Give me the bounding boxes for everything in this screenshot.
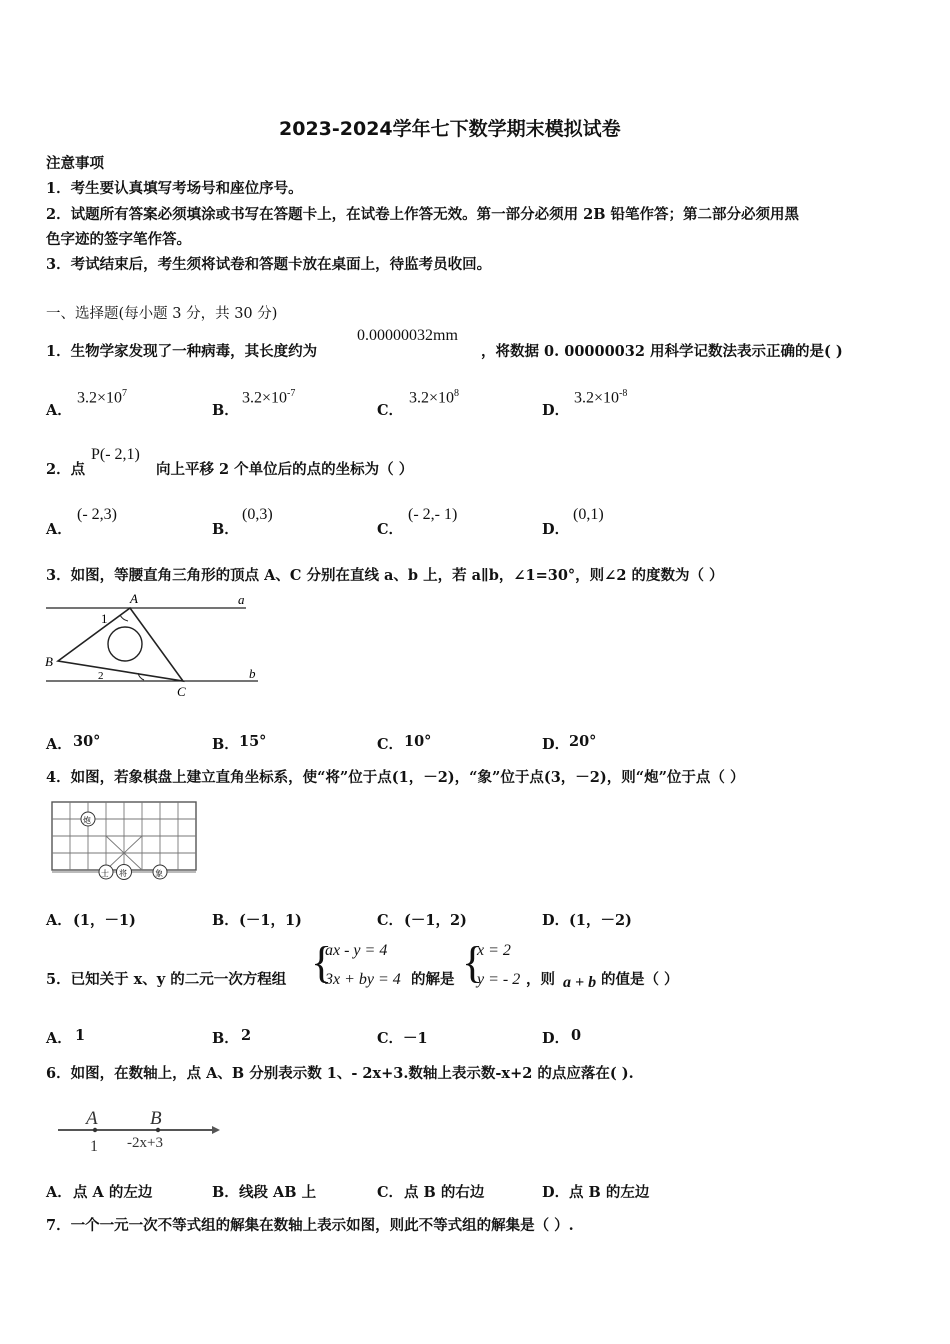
q5-option-a-label: A． [46, 1030, 72, 1047]
q3-label-B: B [45, 654, 53, 669]
q3-triangle-hole [108, 627, 142, 661]
notice-heading: 注意事项 [46, 155, 104, 172]
q4-option-c-label: C． [377, 912, 404, 929]
q5-option-b-label: B． [212, 1030, 239, 1047]
q3-triangle-figure [40, 588, 270, 703]
q2-option-a-value: (- 2,3) [77, 506, 117, 523]
q4-piece-xiang-label: 象 [155, 869, 163, 878]
q5-stem-mid2: ，则 [526, 971, 555, 988]
q7-stem: 7．一个一元一次不等式组的解集在数轴上表示如图，则此不等式组的解集是（ ）. [46, 1217, 574, 1234]
q6-label-expr: -2x+3 [127, 1135, 163, 1151]
q1-formula: 0.00000032mm [357, 327, 458, 344]
q4-option-d-value: (1，－2) [569, 912, 632, 929]
q4-option-a-value: (1，－1) [73, 912, 136, 929]
q5-option-b-value: 2 [241, 1027, 252, 1044]
q6-option-a-value: 点 A 的左边 [73, 1184, 153, 1201]
q5-expression: a + b [563, 974, 597, 991]
q6-label-one: 1 [90, 1138, 98, 1155]
q5-system-brace: { [311, 938, 333, 987]
q2-stem-prefix: 2．点 [46, 461, 86, 478]
q1-option-d-value: $3.2\times 10^{-8}$ [574, 388, 628, 407]
q3-label-angle-1: 1 [101, 611, 108, 626]
q4-option-d-label: D． [542, 912, 570, 929]
q3-label-C: C [177, 684, 186, 699]
q4-option-b-label: B． [212, 912, 239, 929]
q2-stem-suffix: 向上平移 2 个单位后的点的坐标为（ ） [156, 461, 414, 478]
q3-option-a-value: 30° [73, 733, 101, 750]
q3-option-b-label: B． [212, 736, 239, 753]
notice-item-1: 1．考生要认真填写考场号和座位序号。 [46, 180, 303, 197]
q4-chessboard-figure [46, 797, 206, 887]
q5-stem-mid: 的解是 [411, 971, 455, 988]
q6-option-c-value: 点 B 的右边 [404, 1184, 485, 1201]
q1-stem-prefix: 1．生物学家发现了一种病毒，其长度约为 [46, 343, 318, 360]
q4-option-a-label: A． [46, 912, 72, 929]
q4-option-c-value: (－1，2) [404, 912, 467, 929]
q3-option-d-label: D． [542, 736, 570, 753]
q5-solution-y: y = - 2 [477, 971, 521, 988]
q6-option-b-label: B． [212, 1184, 239, 1201]
section-heading: 一、选择题(每小题 3 分，共 30 分) [46, 306, 278, 322]
q5-option-d-label: D． [542, 1030, 570, 1047]
q1-option-a-value: $3.2\times 10^7$ [77, 388, 128, 407]
q4-option-b-value: (－1，1) [239, 912, 302, 929]
q1-option-b-value: $3.2\times 10^{-7}$ [242, 388, 296, 407]
q5-equation-1: ax - y = 4 [325, 942, 388, 959]
q3-option-a-label: A． [46, 736, 72, 753]
q5-option-a-value: 1 [75, 1027, 86, 1044]
q5-option-c-value: －1 [403, 1030, 428, 1047]
q6-label-B: B [150, 1108, 162, 1129]
q6-label-A: A [86, 1108, 98, 1129]
notice-item-2: 2．试题所有答案必须填涂或书写在答题卡上，在试卷上作答无效。第一部分必须用 2B 铅笔作答；第二部分必须用黑 [46, 206, 800, 223]
q3-angle-1-arc [120, 615, 128, 621]
q6-number-line-figure [52, 1100, 222, 1160]
q4-piece-jiang-label: 将 [119, 869, 127, 878]
q5-option-d-value: 0 [571, 1027, 582, 1044]
q3-label-angle-2: 2 [98, 670, 104, 682]
q4-piece-shi-label: 士 [101, 869, 109, 878]
q2-option-c-label: C． [377, 521, 404, 538]
q2-option-a-label: A． [46, 521, 72, 538]
q3-label-a: a [238, 592, 245, 607]
q3-label-A: A [130, 591, 138, 606]
q1-option-c-value: $3.2\times 10^8$ [409, 388, 460, 407]
q2-point: P(- 2,1) [91, 446, 140, 463]
q4-stem: 4．如图，若象棋盘上建立直角坐标系，使“将”位于点(1，－2)，“象”位于点(3，－2)，则“炮”位于点（ ） [46, 769, 745, 786]
notice-item-2-cont: 色字迹的签字笔作答。 [46, 231, 191, 248]
q5-stem-suffix: 的值是（ ） [601, 971, 679, 988]
q1-stem-suffix: ，将数据 0. 00000032 用科学记数法表示正确的是( ) [481, 343, 843, 360]
q3-option-b-value: 15° [239, 733, 267, 750]
q5-stem-prefix: 5．已知关于 x、y 的二元一次方程组 [46, 971, 287, 988]
q6-option-c-label: C． [377, 1184, 404, 1201]
q2-option-b-value: (0,3) [242, 506, 273, 523]
q6-number-line-arrow [212, 1126, 220, 1134]
q2-option-d-value: (0,1) [573, 506, 604, 523]
q3-option-c-value: 10° [404, 733, 432, 750]
q1-option-b-label: B． [212, 402, 239, 419]
q4-board-grid [52, 802, 196, 870]
q6-option-b-value: 线段 AB 上 [239, 1184, 317, 1201]
q2-option-d-label: D． [542, 521, 570, 538]
page-title: 2023-2024学年七下数学期末模拟试卷 [279, 118, 621, 140]
q1-option-c-label: C． [377, 402, 404, 419]
q5-option-c-label: C． [377, 1030, 404, 1047]
q3-triangle [58, 608, 183, 681]
q3-label-b: b [249, 666, 256, 681]
q1-option-d-label: D． [542, 402, 570, 419]
q2-option-c-value: (- 2,- 1) [408, 506, 458, 523]
q6-stem: 6．如图，在数轴上，点 A、B 分别表示数 1、- 2x+3.数轴上表示数-x+2 的点应落在( ). [46, 1065, 634, 1082]
q3-option-c-label: C． [377, 736, 404, 753]
q5-solution-x: x = 2 [477, 942, 511, 959]
q2-option-b-label: B． [212, 521, 239, 538]
q5-solution-brace: { [462, 938, 484, 987]
q6-option-a-label: A． [46, 1184, 72, 1201]
q5-equation-2: 3x + by = 4 [325, 971, 401, 988]
q6-option-d-label: D． [542, 1184, 570, 1201]
q3-stem: 3．如图，等腰直角三角形的顶点 A、C 分别在直线 a、b 上，若 a∥b，∠1=30°，则∠2 的度数为（ ） [46, 567, 724, 584]
q6-option-d-value: 点 B 的左边 [569, 1184, 650, 1201]
q4-piece-pao-label: 炮 [83, 816, 91, 825]
q3-option-d-value: 20° [569, 733, 597, 750]
q1-option-a-label: A． [46, 402, 72, 419]
notice-item-3: 3．考试结束后，考生须将试卷和答题卡放在桌面上，待监考员收回。 [46, 256, 492, 273]
